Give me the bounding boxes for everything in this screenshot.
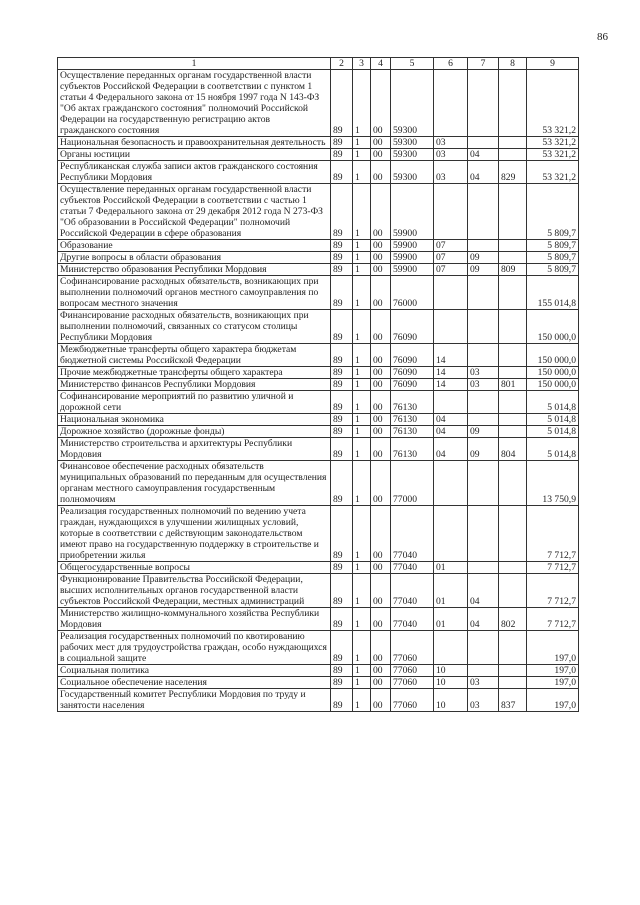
code-cell-c6: 04 — [434, 414, 468, 426]
code-cell-c8 — [499, 276, 527, 310]
code-cell-c4: 00 — [371, 70, 391, 137]
column-header: 7 — [468, 58, 499, 70]
row-name-cell: Министерство образования Республики Мордовия — [58, 264, 331, 276]
code-cell-c5: 76130 — [391, 426, 434, 438]
amount-cell: 5 014,8 — [527, 426, 579, 438]
table-row — [58, 461, 579, 506]
code-cell-c4: 00 — [371, 562, 391, 574]
code-cell-c4: 00 — [371, 240, 391, 252]
code-cell-c6 — [434, 184, 468, 240]
table-row — [58, 391, 579, 414]
column-header: 1 — [58, 58, 331, 70]
code-cell-c5: 77060 — [391, 631, 434, 665]
amount-cell: 155 014,8 — [527, 276, 579, 310]
amount-cell: 13 750,9 — [527, 461, 579, 506]
row-name-cell: Государственный комитет Республики Мордовия по труду и занятости населения — [58, 689, 331, 712]
code-cell-c4: 00 — [371, 137, 391, 149]
row-name-cell: Софинансирование мероприятий по развитию уличной и дорожной сети — [58, 391, 331, 414]
code-cell-c8 — [499, 677, 527, 689]
code-cell-c7: 04 — [468, 161, 499, 184]
table-row — [58, 574, 579, 608]
code-cell-c4: 00 — [371, 665, 391, 677]
column-header: 8 — [499, 58, 527, 70]
code-cell-c5: 59900 — [391, 184, 434, 240]
row-name-cell: Министерство строительства и архитектуры Республики Мордовия — [58, 438, 331, 461]
table-row — [58, 506, 579, 562]
row-name-cell: Реализация государственных полномочий по ведению учета граждан, нуждающихся в улучшении жилищных условий, которые в соответствии с действующим законодательством имеют право на государственную поддержку в строительстве и приобретении жилья — [58, 506, 331, 562]
code-cell-c7: 09 — [468, 264, 499, 276]
code-cell-c6: 07 — [434, 252, 468, 264]
code-cell-c3: 1 — [353, 240, 371, 252]
code-cell-c5: 76090 — [391, 310, 434, 344]
table-row — [58, 414, 579, 426]
code-cell-c2: 89 — [331, 184, 353, 240]
code-cell-c7 — [468, 461, 499, 506]
code-cell-c3: 1 — [353, 70, 371, 137]
column-header: 9 — [527, 58, 579, 70]
row-name-cell: Национальная безопасность и правоохранительная деятельность — [58, 137, 331, 149]
code-cell-c5: 77060 — [391, 689, 434, 712]
code-cell-c2: 89 — [331, 137, 353, 149]
amount-cell: 7 712,7 — [527, 608, 579, 631]
code-cell-c5: 77040 — [391, 506, 434, 562]
column-header: 3 — [353, 58, 371, 70]
row-name-cell: Министерство жилищно-коммунального хозяйства Республики Мордовия — [58, 608, 331, 631]
code-cell-c6 — [434, 461, 468, 506]
code-cell-c8 — [499, 149, 527, 161]
code-cell-c6 — [434, 276, 468, 310]
code-cell-c7: 03 — [468, 367, 499, 379]
budget-table — [57, 57, 579, 712]
code-cell-c5: 59900 — [391, 240, 434, 252]
code-cell-c8 — [499, 367, 527, 379]
amount-cell: 150 000,0 — [527, 367, 579, 379]
code-cell-c5: 59900 — [391, 264, 434, 276]
code-cell-c2: 89 — [331, 367, 353, 379]
row-name-cell: Органы юстиции — [58, 149, 331, 161]
code-cell-c6: 10 — [434, 665, 468, 677]
table-row — [58, 161, 579, 184]
code-cell-c6 — [434, 631, 468, 665]
amount-cell: 5 014,8 — [527, 391, 579, 414]
code-cell-c4: 00 — [371, 391, 391, 414]
code-cell-c8 — [499, 184, 527, 240]
code-cell-c4: 00 — [371, 677, 391, 689]
code-cell-c7 — [468, 344, 499, 367]
code-cell-c2: 89 — [331, 562, 353, 574]
amount-cell: 7 712,7 — [527, 562, 579, 574]
code-cell-c3: 1 — [353, 562, 371, 574]
code-cell-c5: 76130 — [391, 391, 434, 414]
code-cell-c2: 89 — [331, 344, 353, 367]
code-cell-c7 — [468, 137, 499, 149]
code-cell-c7 — [468, 70, 499, 137]
code-cell-c4: 00 — [371, 276, 391, 310]
table-row — [58, 344, 579, 367]
code-cell-c2: 89 — [331, 608, 353, 631]
row-name-cell: Финансовое обеспечение расходных обязательств муниципальных образований по переданным для осуществления органам местного самоуправления государственным полномочиям — [58, 461, 331, 506]
code-cell-c6: 01 — [434, 574, 468, 608]
code-cell-c8 — [499, 426, 527, 438]
code-cell-c3: 1 — [353, 665, 371, 677]
code-cell-c6: 03 — [434, 161, 468, 184]
row-name-cell: Дорожное хозяйство (дорожные фонды) — [58, 426, 331, 438]
amount-cell: 5 809,7 — [527, 264, 579, 276]
row-name-cell: Функционирование Правительства Российской Федерации, высших исполнительных органов государственной власти субъектов Российской Федерации, местных администраций — [58, 574, 331, 608]
table-row — [58, 426, 579, 438]
amount-cell: 5 014,8 — [527, 414, 579, 426]
table-row — [58, 310, 579, 344]
row-name-cell: Общегосударственные вопросы — [58, 562, 331, 574]
code-cell-c3: 1 — [353, 184, 371, 240]
code-cell-c7: 03 — [468, 689, 499, 712]
code-cell-c8: 802 — [499, 608, 527, 631]
code-cell-c2: 89 — [331, 161, 353, 184]
code-cell-c6: 14 — [434, 379, 468, 391]
code-cell-c4: 00 — [371, 149, 391, 161]
table-row — [58, 677, 579, 689]
row-name-cell: Осуществление переданных органам государственной власти субъектов Российской Федерации в соответствии с пунктом 1 статьи 4 Федерального закона от 15 ноября 1997 года N 143-ФЗ "Об актах гражданского состояния" полномочий Российской Федерации на государственную регистрацию актов гражданского состояния — [58, 70, 331, 137]
row-name-cell: Образование — [58, 240, 331, 252]
code-cell-c7 — [468, 665, 499, 677]
code-cell-c5: 76090 — [391, 344, 434, 367]
code-cell-c4: 00 — [371, 574, 391, 608]
table-row — [58, 184, 579, 240]
code-cell-c6: 03 — [434, 149, 468, 161]
amount-cell: 150 000,0 — [527, 310, 579, 344]
code-cell-c2: 89 — [331, 391, 353, 414]
code-cell-c6 — [434, 310, 468, 344]
code-cell-c3: 1 — [353, 252, 371, 264]
code-cell-c8 — [499, 137, 527, 149]
code-cell-c4: 00 — [371, 161, 391, 184]
code-cell-c4: 00 — [371, 310, 391, 344]
code-cell-c6: 14 — [434, 344, 468, 367]
code-cell-c4: 00 — [371, 608, 391, 631]
code-cell-c4: 00 — [371, 631, 391, 665]
code-cell-c3: 1 — [353, 414, 371, 426]
amount-cell: 7 712,7 — [527, 574, 579, 608]
code-cell-c4: 00 — [371, 379, 391, 391]
code-cell-c4: 00 — [371, 689, 391, 712]
code-cell-c3: 1 — [353, 310, 371, 344]
row-name-cell: Социальное обеспечение населения — [58, 677, 331, 689]
row-name-cell: Осуществление переданных органам государственной власти субъектов Российской Федерации в соответствии с частью 1 статьи 7 Федерального закона от 29 декабря 2012 года N 273-ФЗ "Об образовании в Российской Федерации" полномочий Российской Федерации в сфере образования — [58, 184, 331, 240]
code-cell-c3: 1 — [353, 677, 371, 689]
amount-cell: 5 809,7 — [527, 252, 579, 264]
code-cell-c6: 03 — [434, 137, 468, 149]
code-cell-c8 — [499, 562, 527, 574]
code-cell-c2: 89 — [331, 264, 353, 276]
code-cell-c7: 03 — [468, 379, 499, 391]
amount-cell: 5 809,7 — [527, 184, 579, 240]
code-cell-c2: 89 — [331, 461, 353, 506]
amount-cell: 197,0 — [527, 665, 579, 677]
code-cell-c5: 59300 — [391, 161, 434, 184]
code-cell-c3: 1 — [353, 161, 371, 184]
table-row — [58, 562, 579, 574]
code-cell-c4: 00 — [371, 426, 391, 438]
amount-cell: 53 321,2 — [527, 161, 579, 184]
code-cell-c7 — [468, 562, 499, 574]
amount-cell: 197,0 — [527, 689, 579, 712]
table-row — [58, 240, 579, 252]
row-name-cell: Реализация государственных полномочий по квотированию рабочих мест для трудоустройства граждан, особо нуждающихся в социальной защите — [58, 631, 331, 665]
code-cell-c8 — [499, 631, 527, 665]
header-row — [58, 58, 579, 70]
code-cell-c7: 04 — [468, 608, 499, 631]
code-cell-c4: 00 — [371, 252, 391, 264]
code-cell-c3: 1 — [353, 608, 371, 631]
code-cell-c3: 1 — [353, 506, 371, 562]
code-cell-c6: 07 — [434, 240, 468, 252]
code-cell-c2: 89 — [331, 240, 353, 252]
code-cell-c2: 89 — [331, 379, 353, 391]
code-cell-c3: 1 — [353, 276, 371, 310]
code-cell-c8 — [499, 506, 527, 562]
code-cell-c3: 1 — [353, 149, 371, 161]
code-cell-c8: 801 — [499, 379, 527, 391]
row-name-cell: Другие вопросы в области образования — [58, 252, 331, 264]
row-name-cell: Республиканская служба записи актов гражданского состояния Республики Мордовия — [58, 161, 331, 184]
code-cell-c2: 89 — [331, 438, 353, 461]
table-row — [58, 252, 579, 264]
code-cell-c5: 59300 — [391, 70, 434, 137]
row-name-cell: Социальная политика — [58, 665, 331, 677]
code-cell-c7: 04 — [468, 574, 499, 608]
code-cell-c5: 76130 — [391, 414, 434, 426]
table-row — [58, 149, 579, 161]
code-cell-c4: 00 — [371, 414, 391, 426]
amount-cell: 197,0 — [527, 631, 579, 665]
code-cell-c8 — [499, 665, 527, 677]
code-cell-c8 — [499, 252, 527, 264]
code-cell-c2: 89 — [331, 689, 353, 712]
table-row — [58, 689, 579, 712]
page-number: 86 — [597, 31, 608, 43]
code-cell-c6: 04 — [434, 426, 468, 438]
code-cell-c3: 1 — [353, 379, 371, 391]
table-row — [58, 608, 579, 631]
code-cell-c8: 804 — [499, 438, 527, 461]
code-cell-c7 — [468, 276, 499, 310]
code-cell-c8 — [499, 70, 527, 137]
code-cell-c3: 1 — [353, 344, 371, 367]
code-cell-c6: 01 — [434, 562, 468, 574]
code-cell-c7: 09 — [468, 252, 499, 264]
table-row — [58, 367, 579, 379]
code-cell-c5: 77060 — [391, 665, 434, 677]
row-name-cell: Межбюджетные трансферты общего характера бюджетам бюджетной системы Российской Федерации — [58, 344, 331, 367]
code-cell-c2: 89 — [331, 426, 353, 438]
code-cell-c3: 1 — [353, 264, 371, 276]
code-cell-c7 — [468, 184, 499, 240]
code-cell-c6: 10 — [434, 677, 468, 689]
table-row — [58, 70, 579, 137]
column-header: 4 — [371, 58, 391, 70]
code-cell-c8 — [499, 310, 527, 344]
code-cell-c3: 1 — [353, 461, 371, 506]
row-name-cell: Министерство финансов Республики Мордовия — [58, 379, 331, 391]
amount-cell: 5 809,7 — [527, 240, 579, 252]
code-cell-c6: 14 — [434, 367, 468, 379]
amount-cell: 7 712,7 — [527, 506, 579, 562]
code-cell-c5: 77060 — [391, 677, 434, 689]
code-cell-c6: 10 — [434, 689, 468, 712]
code-cell-c6 — [434, 506, 468, 562]
column-header: 5 — [391, 58, 434, 70]
code-cell-c2: 89 — [331, 252, 353, 264]
code-cell-c8 — [499, 461, 527, 506]
table-row — [58, 438, 579, 461]
code-cell-c5: 76090 — [391, 367, 434, 379]
amount-cell: 197,0 — [527, 677, 579, 689]
code-cell-c5: 77040 — [391, 574, 434, 608]
amount-cell: 150 000,0 — [527, 379, 579, 391]
code-cell-c5: 76000 — [391, 276, 434, 310]
table-row — [58, 276, 579, 310]
code-cell-c7: 03 — [468, 677, 499, 689]
code-cell-c6 — [434, 70, 468, 137]
code-cell-c3: 1 — [353, 137, 371, 149]
amount-cell: 5 014,8 — [527, 438, 579, 461]
row-name-cell: Софинансирование расходных обязательств, возникающих при выполнении полномочий органов местного самоуправления по вопросам местного значения — [58, 276, 331, 310]
code-cell-c7 — [468, 391, 499, 414]
code-cell-c7 — [468, 240, 499, 252]
column-header: 6 — [434, 58, 468, 70]
code-cell-c2: 89 — [331, 414, 353, 426]
code-cell-c6: 01 — [434, 608, 468, 631]
code-cell-c4: 00 — [371, 461, 391, 506]
amount-cell: 150 000,0 — [527, 344, 579, 367]
code-cell-c8 — [499, 240, 527, 252]
code-cell-c7: 09 — [468, 426, 499, 438]
column-header: 2 — [331, 58, 353, 70]
code-cell-c6 — [434, 391, 468, 414]
code-cell-c3: 1 — [353, 367, 371, 379]
code-cell-c7 — [468, 631, 499, 665]
code-cell-c3: 1 — [353, 631, 371, 665]
code-cell-c3: 1 — [353, 391, 371, 414]
code-cell-c5: 76130 — [391, 438, 434, 461]
code-cell-c8: 809 — [499, 264, 527, 276]
code-cell-c5: 77040 — [391, 562, 434, 574]
code-cell-c7 — [468, 310, 499, 344]
code-cell-c2: 89 — [331, 310, 353, 344]
code-cell-c4: 00 — [371, 344, 391, 367]
code-cell-c8: 837 — [499, 689, 527, 712]
amount-cell: 53 321,2 — [527, 70, 579, 137]
code-cell-c7: 09 — [468, 438, 499, 461]
code-cell-c5: 59300 — [391, 137, 434, 149]
code-cell-c4: 00 — [371, 184, 391, 240]
code-cell-c4: 00 — [371, 438, 391, 461]
code-cell-c4: 00 — [371, 367, 391, 379]
code-cell-c3: 1 — [353, 689, 371, 712]
code-cell-c6: 07 — [434, 264, 468, 276]
amount-cell: 53 321,2 — [527, 149, 579, 161]
code-cell-c4: 00 — [371, 506, 391, 562]
code-cell-c2: 89 — [331, 631, 353, 665]
code-cell-c5: 59300 — [391, 149, 434, 161]
code-cell-c5: 77000 — [391, 461, 434, 506]
amount-cell: 53 321,2 — [527, 137, 579, 149]
code-cell-c8: 829 — [499, 161, 527, 184]
table-row — [58, 665, 579, 677]
code-cell-c5: 76090 — [391, 379, 434, 391]
code-cell-c4: 00 — [371, 264, 391, 276]
table-row — [58, 264, 579, 276]
row-name-cell: Национальная экономика — [58, 414, 331, 426]
code-cell-c8 — [499, 391, 527, 414]
table-row — [58, 379, 579, 391]
code-cell-c8 — [499, 414, 527, 426]
code-cell-c3: 1 — [353, 426, 371, 438]
code-cell-c2: 89 — [331, 70, 353, 137]
code-cell-c5: 77040 — [391, 608, 434, 631]
code-cell-c2: 89 — [331, 677, 353, 689]
code-cell-c6: 04 — [434, 438, 468, 461]
code-cell-c5: 59900 — [391, 252, 434, 264]
code-cell-c2: 89 — [331, 506, 353, 562]
code-cell-c8 — [499, 344, 527, 367]
table-row — [58, 631, 579, 665]
code-cell-c7 — [468, 506, 499, 562]
row-name-cell: Прочие межбюджетные трансферты общего характера — [58, 367, 331, 379]
code-cell-c2: 89 — [331, 276, 353, 310]
code-cell-c3: 1 — [353, 438, 371, 461]
code-cell-c2: 89 — [331, 665, 353, 677]
table-row — [58, 137, 579, 149]
code-cell-c2: 89 — [331, 574, 353, 608]
code-cell-c2: 89 — [331, 149, 353, 161]
code-cell-c7 — [468, 414, 499, 426]
code-cell-c7: 04 — [468, 149, 499, 161]
code-cell-c3: 1 — [353, 574, 371, 608]
row-name-cell: Финансирование расходных обязательств, возникающих при выполнении полномочий, связанных со статусом столицы Республики Мордовия — [58, 310, 331, 344]
code-cell-c8 — [499, 574, 527, 608]
